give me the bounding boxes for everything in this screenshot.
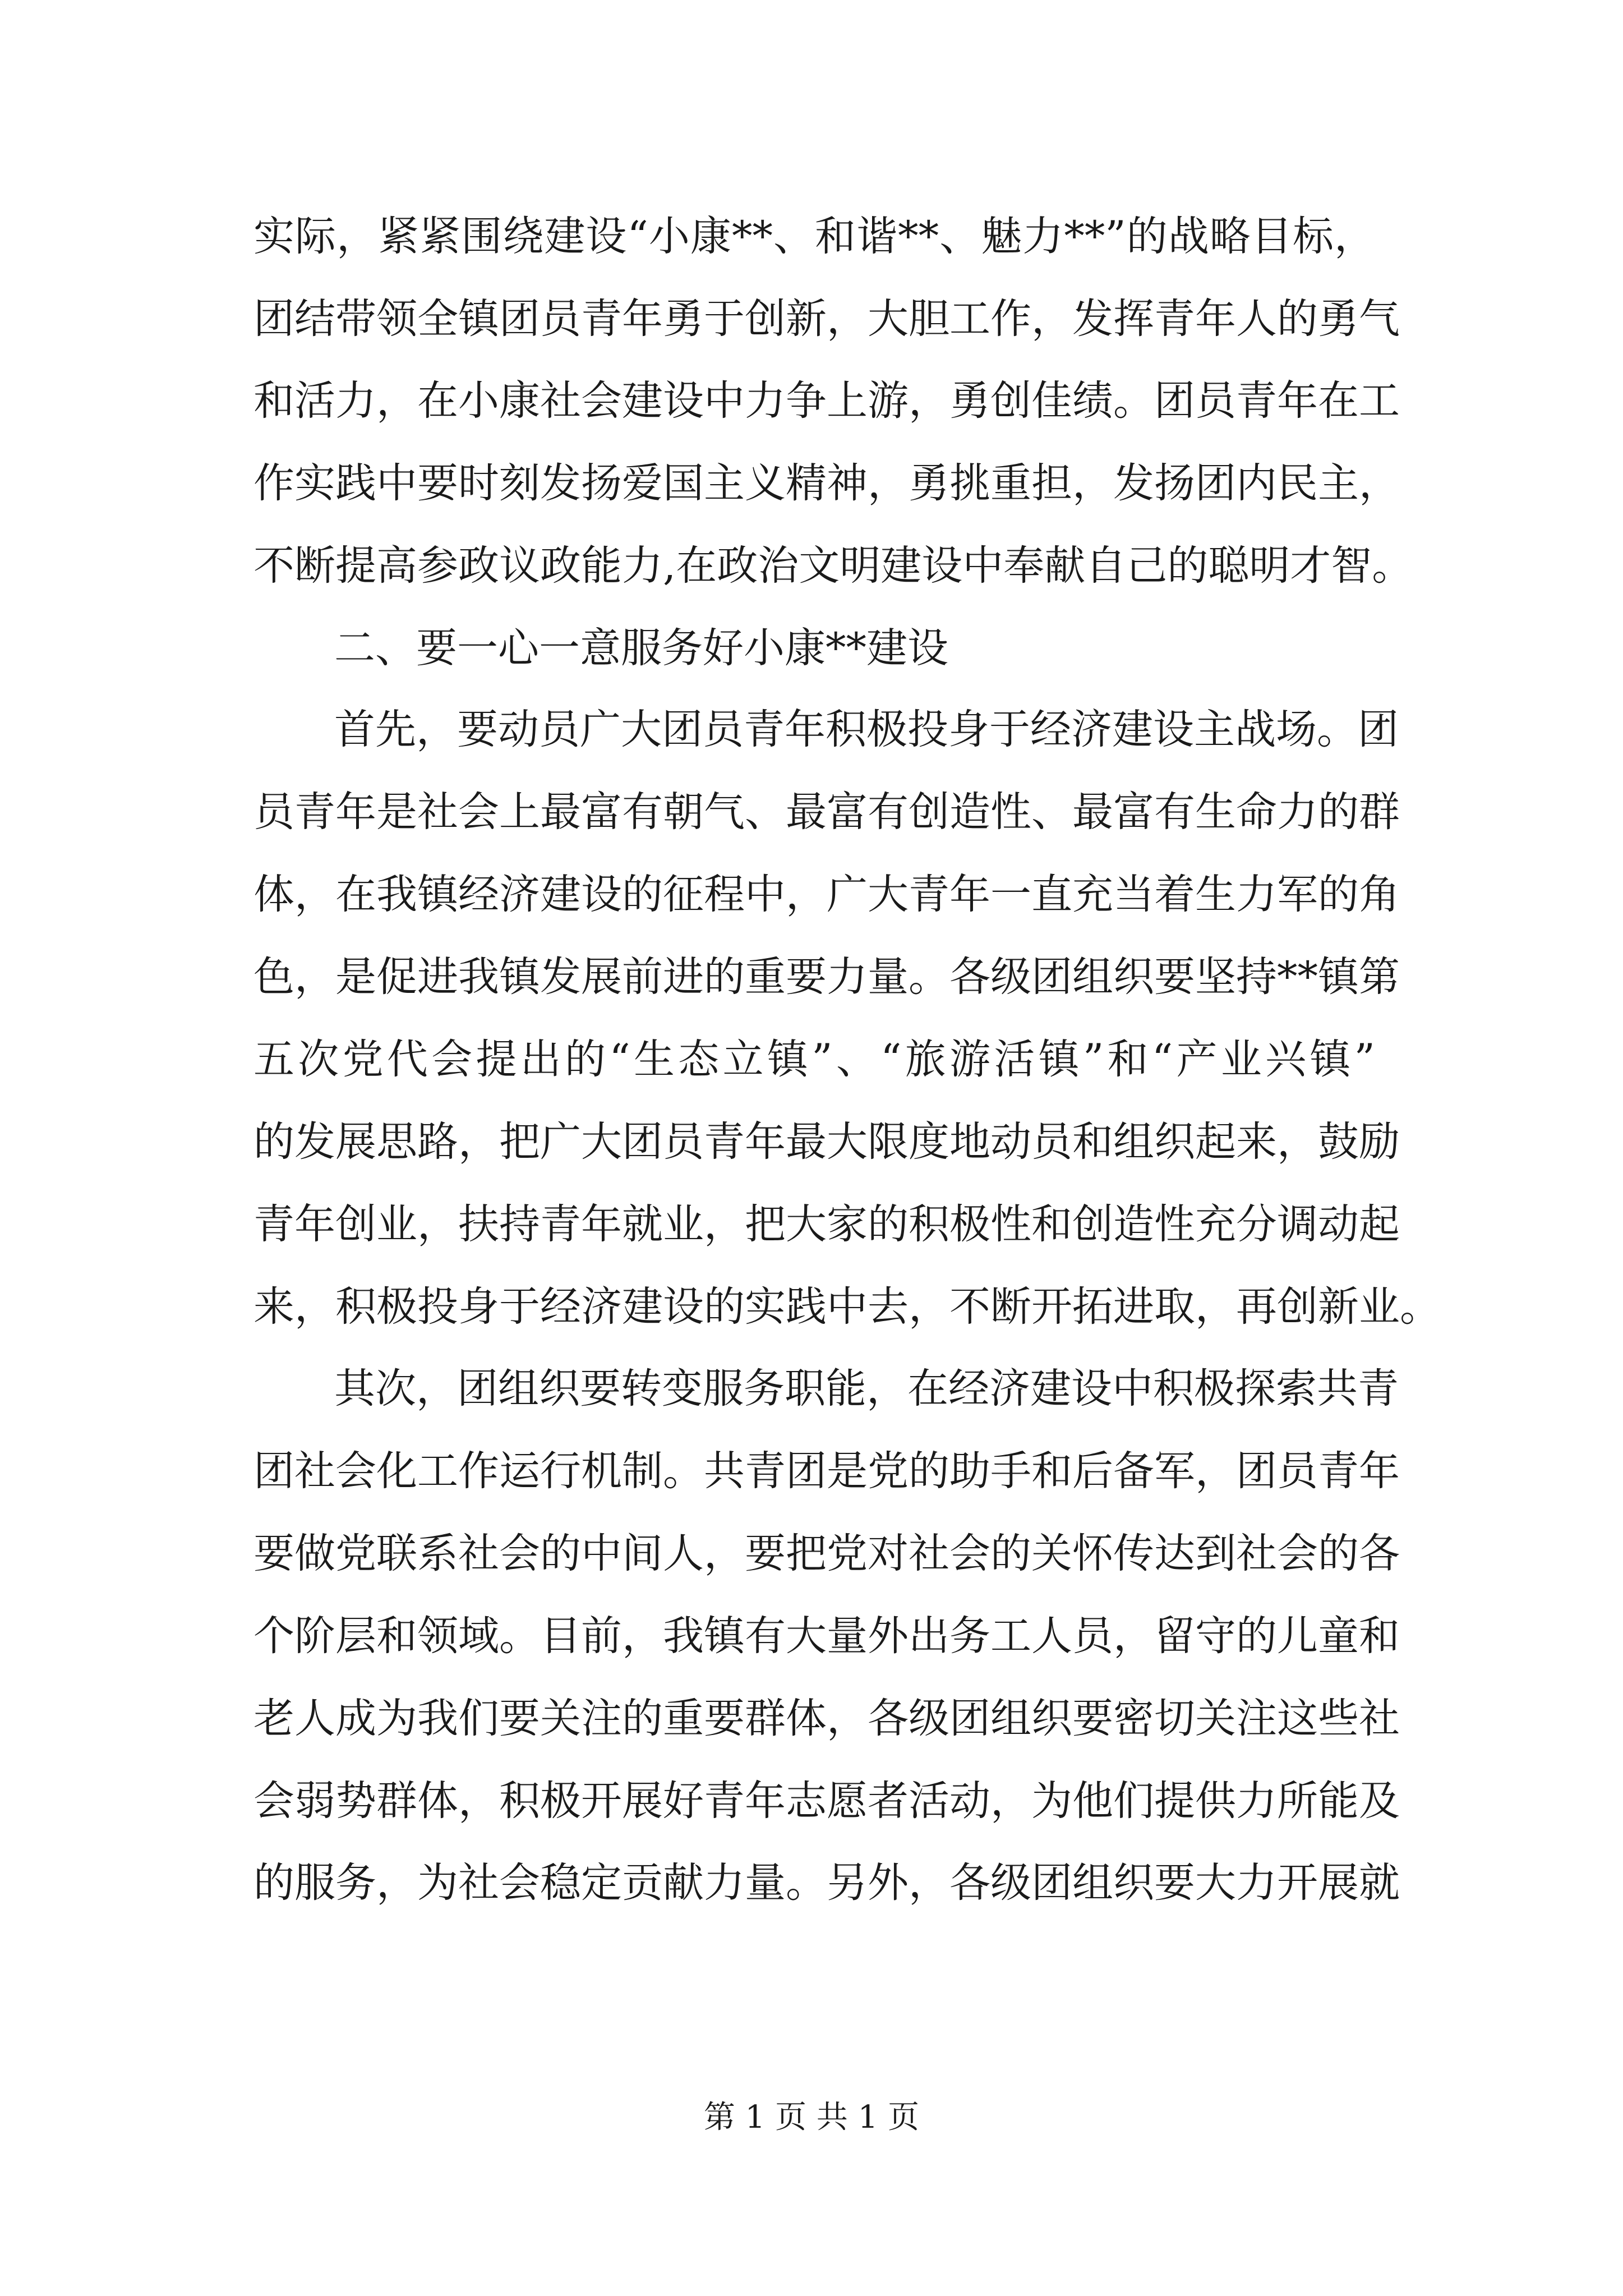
body-text-line: 不断提高参政议政能力,在政治文明建设中奉献自己的聪明才智。 — [253, 542, 1413, 590]
body-text-line: 老人成为我们要关注的重要群体，各级团组织要密切关注这些社 — [253, 1695, 1400, 1742]
body-text-line: 体，在我镇经济建设的征程中，广大青年一直充当着生力军的角 — [253, 871, 1400, 918]
body-text-line: 色，是促进我镇发展前进的重要力量。各级团组织要坚持**镇第 — [253, 953, 1400, 1001]
body-text-line: 青年创业，扶持青年就业，把大家的积极性和创造性充分调动起 — [253, 1200, 1400, 1248]
body-text-line: 的发展思路，把广大团员青年最大限度地动员和组织起来，鼓励 — [253, 1118, 1400, 1166]
body-text-line: 会弱势群体，积极开展好青年志愿者活动，为他们提供力所能及 — [253, 1777, 1400, 1825]
page-footer: 第 1 页 共 1 页 — [703, 2099, 920, 2136]
body-text-line: 实际，紧紧围绕建设“小康**、和谐**、魅力**”的战略目标， — [253, 213, 1375, 260]
body-text-line: 团结带领全镇团员青年勇于创新，大胆工作，发挥青年人的勇气 — [253, 295, 1400, 343]
body-text-line: 来，积极投身于经济建设的实践中去，不断开拓进取，再创新业。 — [253, 1283, 1441, 1331]
body-text-line: 员青年是社会上最富有朝气、最富有创造性、最富有生命力的群 — [253, 788, 1400, 836]
section-heading: 二、要一心一意服务好小康**建设 — [334, 624, 948, 672]
body-text-line: 其次，团组织要转变服务职能，在经济建设中积极探索共青 — [334, 1365, 1399, 1412]
body-text-line: 要做党联系社会的中间人，要把党对社会的关怀传达到社会的各 — [253, 1530, 1400, 1577]
body-text-line: 五次党代会提出的“生态立镇”、“旅游活镇”和“产业兴镇” — [253, 1036, 1375, 1083]
body-text-line: 团社会化工作运行机制。共青团是党的助手和后备军，团员青年 — [253, 1447, 1400, 1495]
body-text-line: 作实践中要时刻发扬爱国主义精神，勇挑重担，发扬团内民主， — [253, 459, 1400, 507]
body-text-line: 个阶层和领域。目前，我镇有大量外出务工人员，留守的儿童和 — [253, 1612, 1400, 1660]
body-text-line: 首先，要动员广大团员青年积极投身于经济建设主战场。团 — [334, 706, 1399, 753]
body-text-line: 的服务，为社会稳定贡献力量。另外，各级团组织要大力开展就 — [253, 1859, 1400, 1907]
body-text-line: 和活力，在小康社会建设中力争上游，勇创佳绩。团员青年在工 — [253, 377, 1400, 425]
